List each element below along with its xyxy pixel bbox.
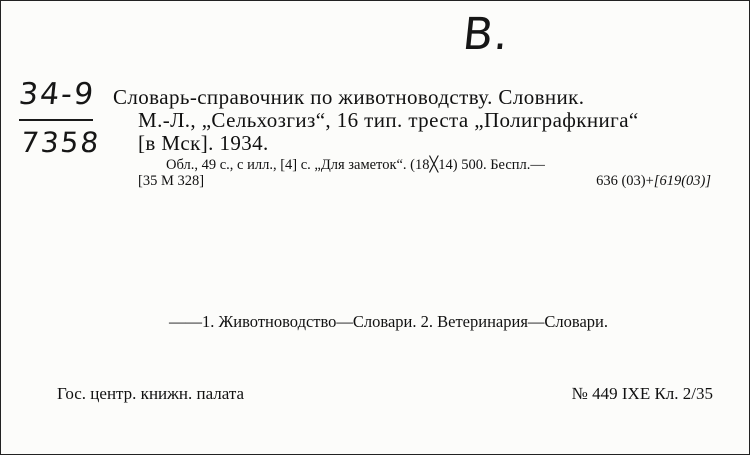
shelf-mark-top: 34-9 xyxy=(17,77,97,112)
entry-publisher-line: М.-Л., „Сельхозгиз“, 16 тип. треста „Полиграфкнига“ xyxy=(138,108,639,132)
entry-description-line: Обл., 49 с., с илл., [4] с. „Для заметок“. (18╳14) 500. Беспл.— xyxy=(166,157,545,173)
classification-code-secondary: [619(03)] xyxy=(653,173,711,189)
entry-classification xyxy=(596,173,711,190)
subject-headings: ——1. Животноводство—Словари. 2. Ветеринария—Словари. xyxy=(169,312,608,331)
shelf-mark-divider xyxy=(19,119,93,121)
footer-chamber-name: Гос. центр. книжн. палата xyxy=(57,384,245,403)
handwritten-letter-mark: В. xyxy=(460,9,512,60)
classification-code: 636 (03)+ xyxy=(596,173,654,189)
footer-card-number: № 449 IXE Кл. 2/35 xyxy=(571,384,713,403)
entry-place-year-line: [в Мск]. 1934. xyxy=(138,131,269,155)
entry-title-line: Словарь-справочник по животноводству. Словник. xyxy=(113,85,585,109)
shelf-mark-bottom: 7358 xyxy=(19,126,102,159)
entry-call-number: [35 М 328] xyxy=(138,173,205,189)
